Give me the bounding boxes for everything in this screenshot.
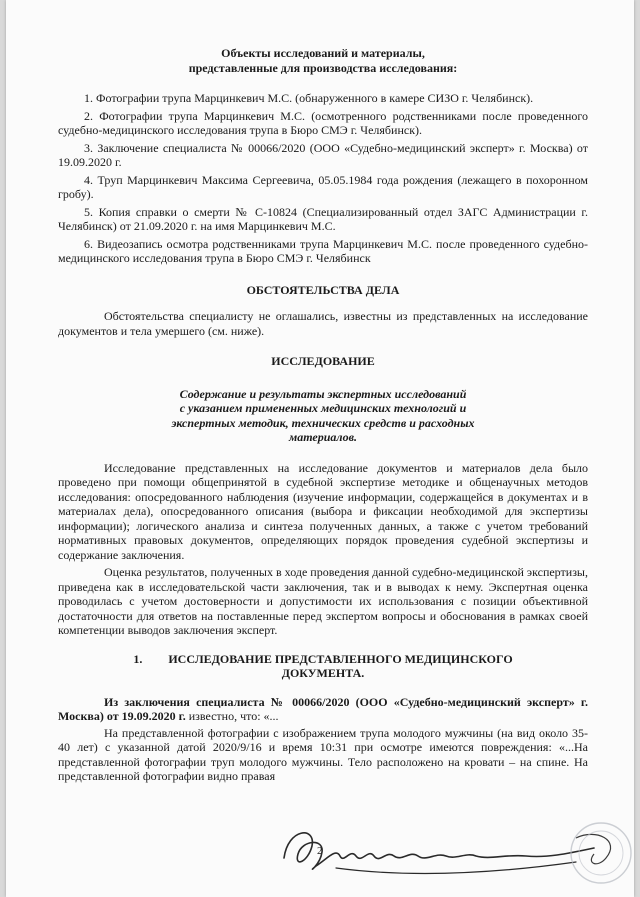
research-subtitle-line: материалов. bbox=[289, 430, 357, 444]
objects-list bbox=[58, 91, 588, 266]
research-heading: ИССЛЕДОВАНИЕ bbox=[271, 354, 375, 368]
list-item: 5. Копия справки о смерти № С-10824 (Специализированный отдел ЗАГС Администрации г. Челябинск) от 21.09.2020 г. на имя Марцинкевич М.С. bbox=[58, 204, 588, 233]
list-item: 2. Фотографии трупа Марцинкевич М.С. (осмотренного родственниками после проведенного судебно-медицинского исследования трупа в Бюро СМЭ г. Челябинск). bbox=[58, 108, 588, 137]
signature-icon bbox=[276, 818, 634, 888]
document-content bbox=[58, 42, 588, 784]
section-1-heading bbox=[58, 652, 588, 681]
section-number: 1. bbox=[133, 651, 143, 666]
research-subtitle bbox=[58, 387, 588, 445]
list-item: 3. Заключение специалиста № 00066/2020 (ООО «Судебно-медицинский эксперт» г. Москва) от 19.09.2020 г. bbox=[58, 140, 588, 169]
document-page bbox=[6, 0, 634, 897]
research-subtitle-line: Содержание и результаты экспертных исследований bbox=[179, 386, 467, 401]
list-item: 6. Видеозапись осмотра родственниками трупа Марцинкевич М.С. после проведенного судебно-медицинского исследования трупа в Бюро СМЭ г. Челябинск bbox=[58, 236, 588, 265]
objects-heading-line1: Объекты исследований и материалы, bbox=[221, 46, 425, 60]
research-paragraph-2: Оценка результатов, полученных в ходе проведения данной судебно-медицинской экспертизы, приведена как в исследовательской части заключения, так и в выводах к нему. Экспертная оценка проводилась с учетом достоверности и допустимости их использования с позиции объективной достаточности для ответов на поставленные перед экспертом вопросы и обоснования в рамках своей компетенции выводов заключения эксперт. bbox=[58, 565, 588, 637]
section-1-lead bbox=[58, 695, 588, 724]
research-paragraph-1: Исследование представленных на исследование документов и материалов дела было проведено при помощи общепринятой в судебной экспертизе методике и общенаучных методов исследования: опосредованного наблюдения (изучение информации, содержащейся в документах и в материалах дела), опосредованного описания (выбора и фиксации необходимой для экспертизы информации); логического анализа и синтеза полученных данных, а также с учетом требований нормативных правовых документов, определяющих порядок проведения судебной экспертизы и содержание заключения. bbox=[58, 460, 588, 562]
research-subtitle-line: экспертных методик, технических средств и расходных bbox=[171, 415, 475, 430]
section-title-line1: ИССЛЕДОВАНИЕ ПРЕДСТАВЛЕННОГО МЕДИЦИНСКОГО bbox=[168, 651, 513, 666]
circumstances-text: Обстоятельства специалисту не оглашались, известны из представленных на исследование документов и тела умершего (см. ниже). bbox=[58, 309, 588, 338]
section-1-lead-bold: Из заключения специалиста № 00066/2020 (ООО «Судебно-медицинский эксперт» г. Москва) от 19.09.2020 г. bbox=[58, 694, 588, 723]
objects-heading-line2: представленные для производства исследования: bbox=[188, 60, 458, 75]
objects-heading bbox=[58, 46, 588, 75]
section-title-line2: ДОКУМЕНТА. bbox=[281, 666, 365, 680]
page-number: 2 bbox=[317, 845, 323, 857]
research-subtitle-line: с указанием примененных медицинских технологий и bbox=[179, 401, 467, 415]
section-1-lead-rest: известно, что: «... bbox=[185, 709, 279, 723]
list-item: 4. Труп Марцинкевич Максима Сергеевича, 05.05.1984 года рождения (лежащего в похоронном гробу). bbox=[58, 172, 588, 201]
section-1-paragraph: На представленной фотографии с изображением трупа молодого мужчины (на вид около 35-40 лет) с указанной датой 2020/9/16 и время 10:31 при осмотре имеются повреждения: «...На представленной фотографии труп молодого мужчины. Тело расположено на кровати – на спине. На представленной фотографии видно правая bbox=[58, 725, 588, 783]
circumstances-heading: ОБСТОЯТЕЛЬСТВА ДЕЛА bbox=[246, 282, 400, 297]
list-item: 1. Фотографии трупа Марцинкевич М.С. (обнаруженного в камере СИЗО г. Челябинск). bbox=[84, 91, 534, 105]
